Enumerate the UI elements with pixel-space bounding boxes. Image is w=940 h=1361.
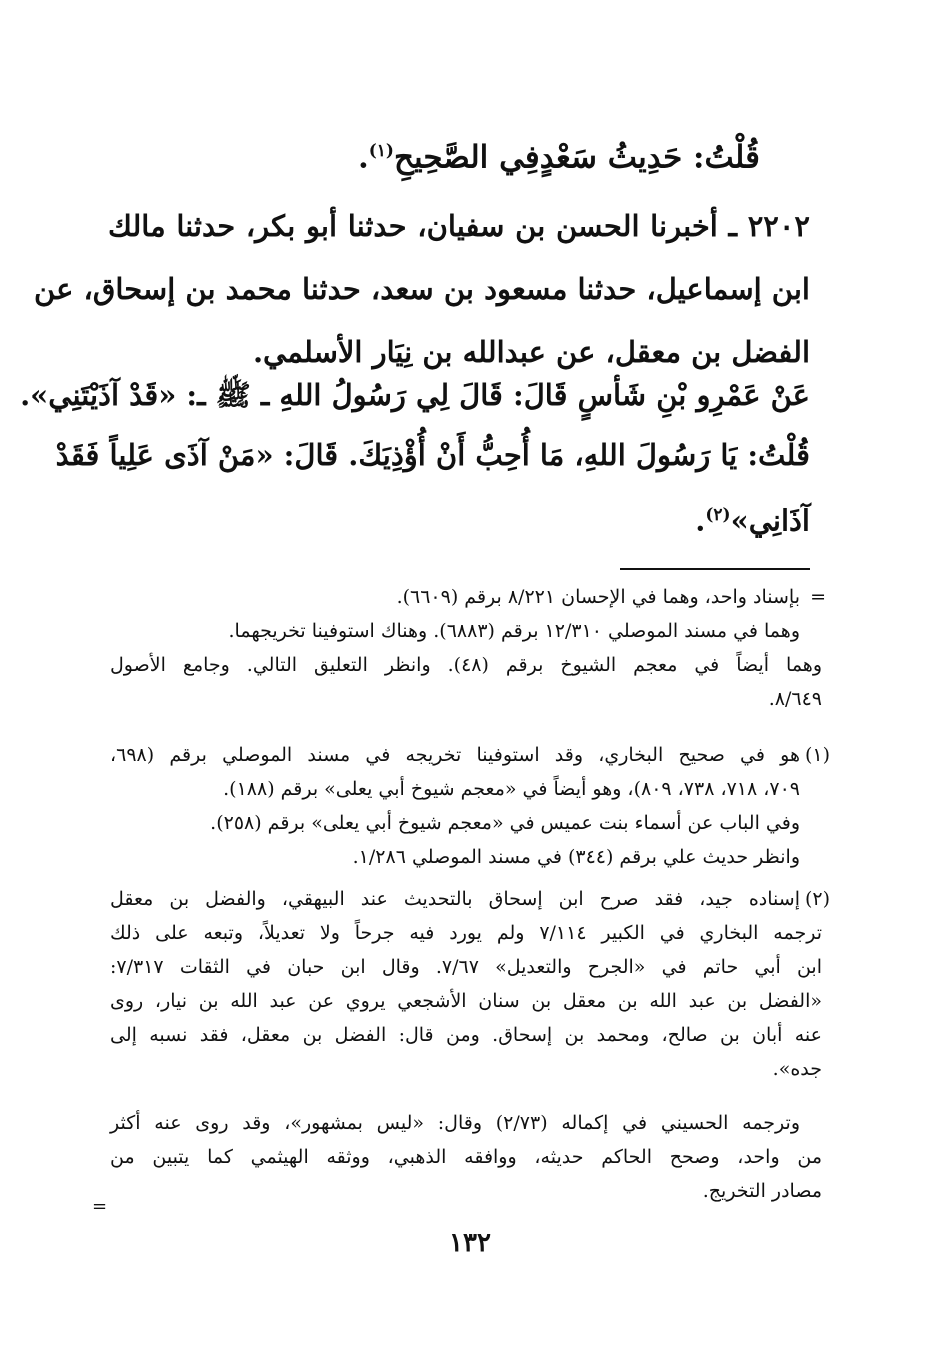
hadith-isnad (34, 195, 810, 384)
footnote-1-body (110, 738, 830, 874)
page-number: ١٣٢ (449, 1228, 491, 1258)
qul-text: قُلْتُ: حَدِيثُ سَعْدٍفِي الصَّحِيحِ (393, 139, 760, 176)
note-line: ٨/٦٤٩. (768, 688, 822, 710)
continuation-mark: = (810, 586, 826, 608)
note-line: وفي الباب عن أسماء بنت عميس في «معجم شيوخ أبي يعلى» برقم (٢٥٨). (210, 812, 800, 834)
note-line: ٧٠٩، ٧١٨، ٧٣٨، ٨٠٩)، وهو أيضاً في «معجم شيوخ أبي يعلى» برقم (١٨٨). (223, 778, 800, 800)
footnote-continuation (110, 580, 826, 716)
footnote-ref-2: (٢) (705, 505, 731, 525)
hadith-line: ابن إسماعيل، حدثنا مسعود بن سعد، حدثنا محمد بن إسحاق، عن (34, 272, 810, 306)
continued-note (110, 580, 826, 716)
note-line: «الفضل بن عبد الله بن معقل بن سنان الأشجعي يروي عن عبد الله بن نيار، روى (110, 990, 822, 1012)
footnote-ref-1: (١) (368, 141, 394, 161)
note-line: وترجمه الحسيني في إكماله (٢/٧٣) وقال: «ليس بمشهور»، وقد روى عنه أكثر (110, 1112, 800, 1134)
footnote-2-body (110, 882, 830, 1086)
note-line: عنه أبان بن صالح، ومحمد بن إسحاق. ومن قال: الفضل بن معقل، فقد نسبه إلى (110, 1024, 822, 1046)
note-line: بإسناد واحد، وهما في الإحسان ٨/٢٢١ برقم (٦٦٠٩). (396, 586, 800, 608)
hadith-line: ٢٢٠٢ ـ أخبرنا الحسن بن سفيان، حدثنا أبو بكر، حدثنا مالك (108, 209, 810, 243)
footnote-2-number: (٢) (804, 888, 830, 910)
hadith-line: الفضل بن معقل، عن عبدالله بن نِيَار الأسلمي. (252, 335, 810, 369)
matn-end: . (695, 503, 706, 538)
matn-last-text: آذَانِي» (730, 503, 810, 538)
qul-heading (300, 126, 760, 182)
note-line: من واحد، وصحح الحاكم حديثه، ووافقه الذهبي، ووثقه الهيثمي كما يتبين من (110, 1146, 822, 1168)
note-line: جده». (772, 1058, 822, 1080)
note-line: مصادر التخريج. (702, 1180, 822, 1202)
note-line: إسناده جيد، فقد صرح ابن إسحاق بالتحديث عند البيهقي، والفضل بن معقل (110, 888, 800, 910)
note-line: هو في صحيح البخاري، وقد استوفينا تخريجه في مسند الموصلي برقم (٦٩٨، (110, 744, 800, 766)
footnote-1 (110, 738, 830, 874)
matn-line-last (108, 485, 810, 551)
note-line: ابن أبي حاتم في «الجرح والتعديل» ٧/٦٧. وقال ابن حبان في الثقات ٧/٣١٧: (110, 956, 822, 978)
footnote-separator (620, 568, 810, 570)
hadith-matn (20, 365, 810, 551)
matn-line: قُلْتُ: يَا رَسُولَ اللهِ، مَا أُحِبُّ أَنْ أُؤْذِيَكَ. قَالَ: «مَنْ آذَى عَلِياً فَقَدْ (55, 438, 810, 472)
footnote-2 (110, 882, 830, 1086)
note-line: وهما في مسند الموصلي ١٢/٣١٠ برقم (٦٨٨٣). وهناك استوفينا تخريجهما. (228, 620, 800, 642)
note-line: وهما أيضاً في معجم الشيوخ برقم (٤٨). وانظر التعليق التالي. وجامع الأصول (110, 654, 823, 676)
note-line: ترجمه البخاري في الكبير ٧/١١٤ ولم يورد فيه جرحاً ولا تعديلاً، وتبعه على ذلك (110, 922, 822, 944)
footnote-2-para2 (110, 1106, 822, 1208)
footnote-1-number: (١) (804, 744, 830, 766)
margin-mark: = (92, 1196, 108, 1217)
matn-line: عَنْ عَمْرِو بْنِ شَأسٍ قَالَ: قَالَ لِي رَسُولُ اللهِ ـ ﷺ ـ: «قَدْ آذَيْتَنِي». (20, 378, 810, 412)
qul-end: . (357, 139, 369, 176)
note-line: وانظر حديث علي برقم (٣٤٤) في مسند الموصلي ١/٢٨٦. (352, 846, 800, 868)
